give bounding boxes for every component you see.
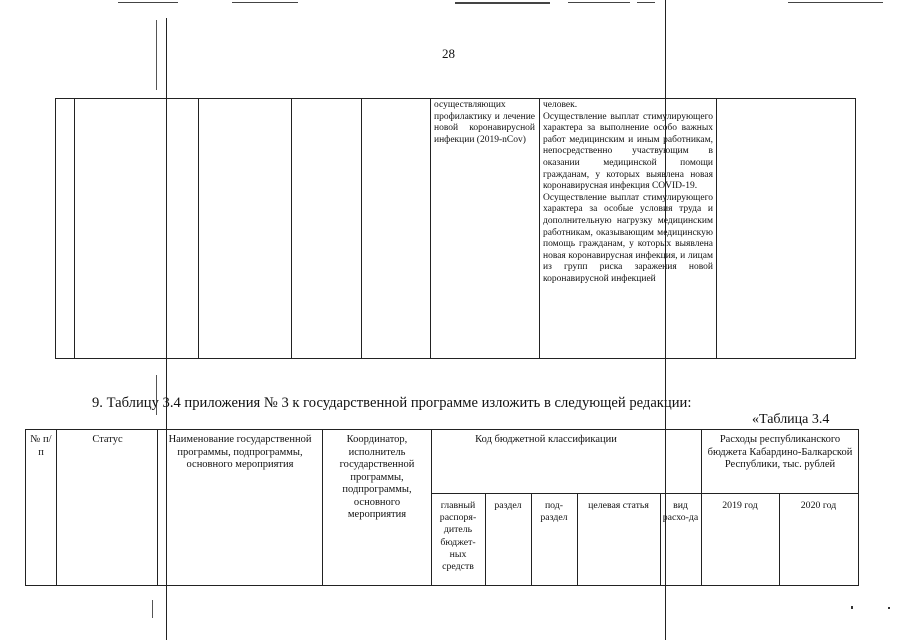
upper-table-top-border	[55, 98, 855, 99]
lower-col-border-8	[660, 493, 661, 586]
lower-table-bottom-border	[25, 585, 858, 586]
header-name: Наименование государственной программы, подпрограммы, основного мероприятия	[168, 434, 312, 470]
header-expenses: Расходы республиканского бюджета Кабардино-Балкарской Республики, тыс. рублей	[707, 434, 853, 470]
upper-table-bottom-border	[55, 358, 855, 359]
header-coordinator: Координатор, исполнитель государственной программы, подпрограммы, основного мероприятия	[339, 434, 415, 520]
lower-col-border-0	[25, 429, 26, 586]
lower-col-border-11	[858, 429, 859, 586]
header-num: № п/п	[30, 434, 52, 458]
upper-col-border-2	[198, 98, 199, 359]
header-budget-code: Код бюджетной классификации	[475, 434, 617, 445]
upper-cell-col8-line-2: Осуществление выплат стимулирующего характера за выполнение особо важных работ медицинским и иным работникам, непосредственно участвующим в оказании медицинской помощи гражданам, у которых выявлена новая коронавирусная инфекция COVID-19.	[543, 111, 713, 192]
upper-col-border-6	[539, 98, 540, 359]
lower-col-border-9	[701, 429, 702, 586]
scan-dash-1	[156, 20, 157, 90]
scan-artifact-top-3	[455, 2, 550, 4]
upper-col-border-7	[716, 98, 717, 359]
scan-artifact-top-2	[232, 2, 298, 3]
lower-col-border-7	[577, 493, 578, 586]
subheader-year-2020: 2020 год	[800, 500, 837, 511]
subheader-target: целевая статья	[588, 500, 649, 511]
lower-col-border-3	[322, 429, 323, 586]
instruction-text: 9. Таблицу 3.4 приложения № 3 к государственной программе изложить в следующей редакции:	[92, 395, 692, 411]
lower-col-border-6	[531, 493, 532, 586]
upper-col-border-0	[55, 98, 56, 359]
upper-col-border-4	[361, 98, 362, 359]
upper-cell-col8-line-1: человек.	[543, 100, 578, 110]
upper-col-border-5	[430, 98, 431, 359]
subheader-year-2019: 2019 год	[722, 500, 758, 511]
page-number: 28	[442, 46, 455, 61]
upper-cell-col8	[543, 100, 713, 286]
upper-col-border-1	[74, 98, 75, 359]
upper-col-border-8	[855, 98, 856, 359]
scan-dash-3	[152, 600, 153, 618]
subheader-expense-type: вид расхо-да	[662, 500, 699, 524]
lower-col-border-10	[779, 493, 780, 586]
lower-table-sub-border	[431, 493, 858, 494]
scan-artifact-top-6	[788, 2, 883, 3]
upper-cell-col8-line-3: Осуществление выплат стимулирующего характера за особые условия труда и дополнительную нагрузку медицинским работникам, оказывающим медицинскую помощь гражданам, у которых выявлена новая коронавирусная инфекция, и лицам из групп риска заражения новой коронавирусной инфекцией	[543, 192, 713, 284]
subheader-grbs: главный распоря-дитель бюджет-ных средств	[439, 500, 477, 573]
lower-col-border-1	[56, 429, 57, 586]
lower-col-border-2	[157, 429, 158, 586]
upper-col-border-3	[291, 98, 292, 359]
scan-artifact-top-5	[637, 2, 655, 3]
scan-speck-2	[888, 607, 890, 609]
subheader-subsection: под-раздел	[540, 500, 568, 524]
table-caption: «Таблица 3.4	[752, 412, 830, 427]
lower-col-border-5	[485, 493, 486, 586]
lower-table-top-border	[25, 429, 858, 430]
scan-speck-1	[851, 606, 853, 609]
scan-line-left	[166, 18, 167, 640]
upper-cell-col7-text: осуществляющих профилактику и лечение новой коронавирусной инфекции (2019-nCov)	[434, 100, 535, 145]
scan-artifact-top-4	[568, 2, 630, 3]
scan-artifact-top-1	[118, 2, 178, 3]
subheader-section: раздел	[494, 500, 522, 511]
lower-col-border-4	[431, 429, 432, 586]
header-status: Статус	[92, 434, 123, 445]
scan-line-right	[665, 0, 666, 640]
